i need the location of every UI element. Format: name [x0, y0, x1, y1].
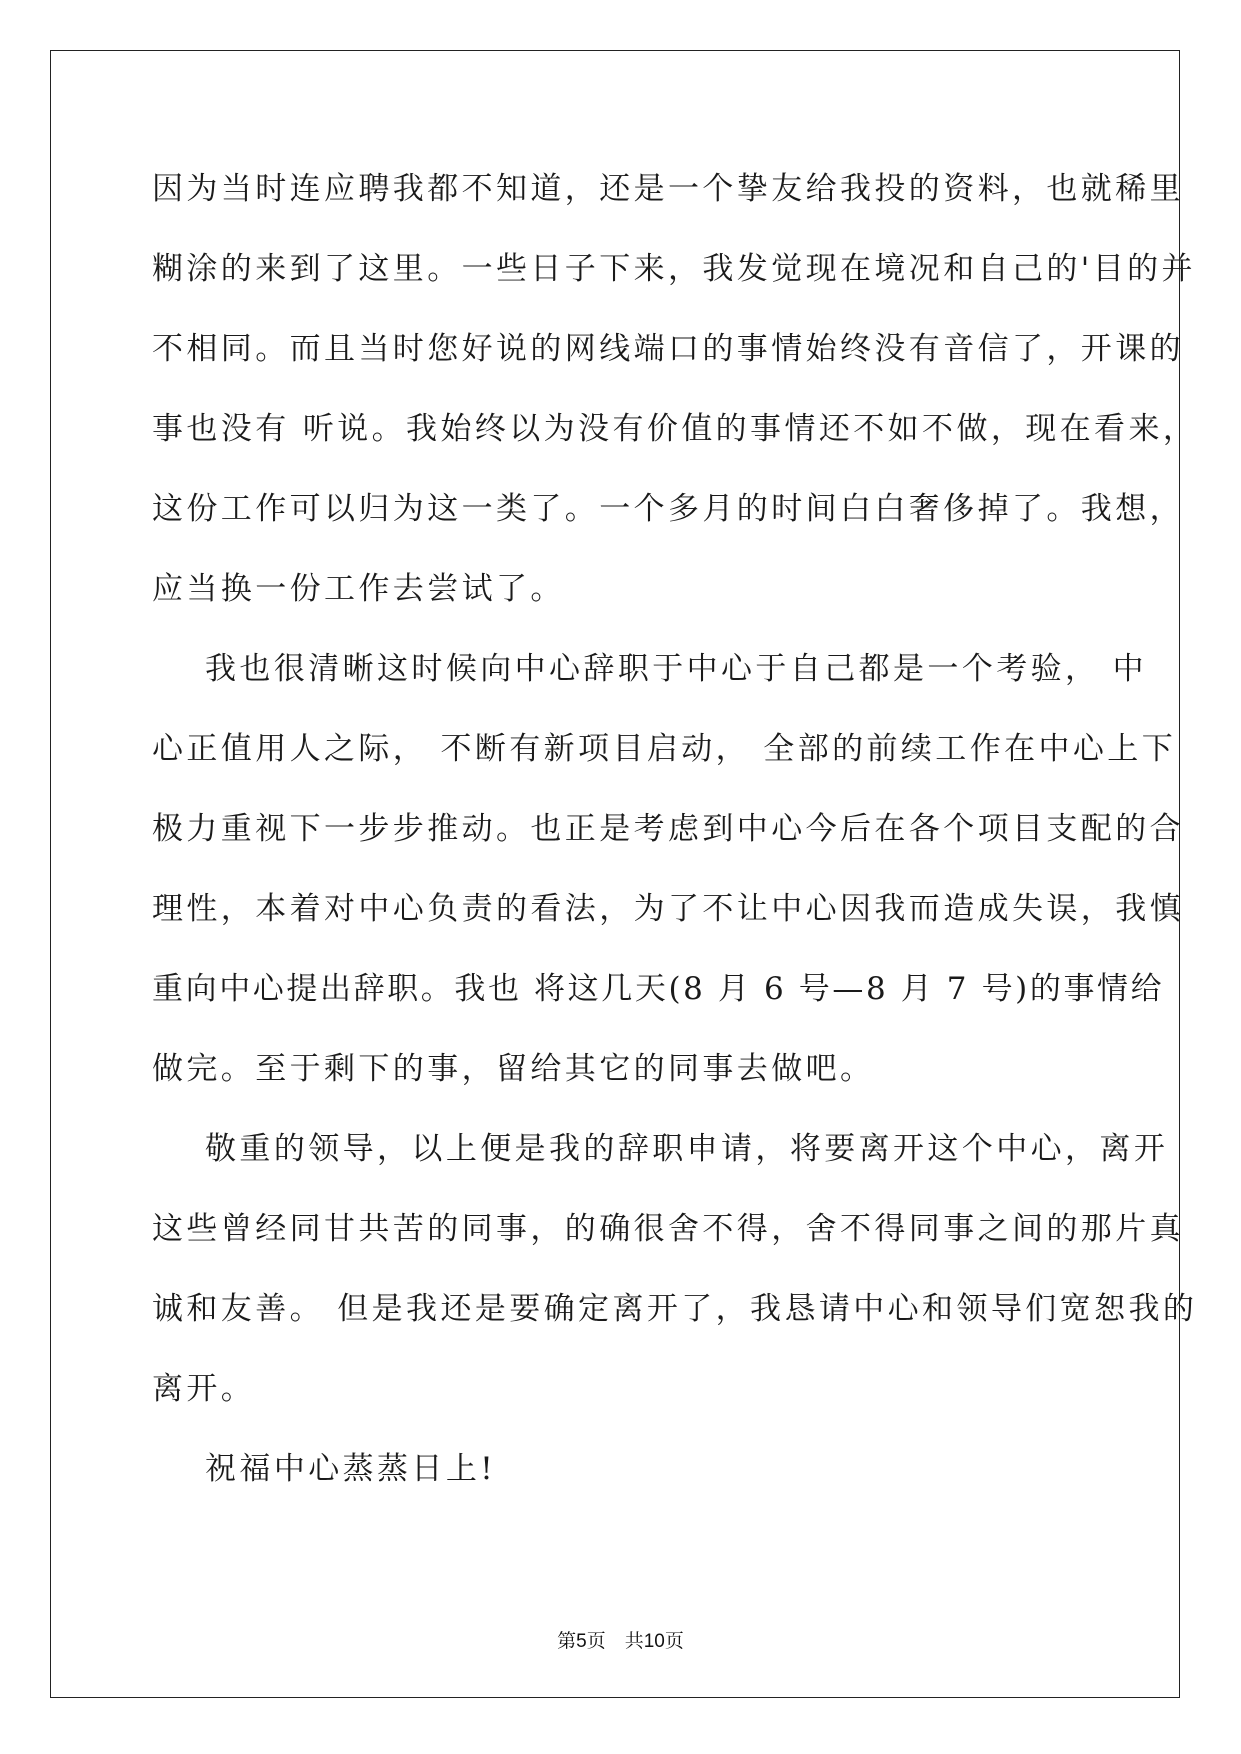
text-line: 应当换一份工作去尝试了。: [152, 571, 565, 607]
text-line: 敬重的领导，以上便是我的辞职申请，将要离开这个中心，离开: [152, 1131, 1169, 1167]
page-label-suffix: 页: [664, 1630, 684, 1652]
page-footer: [0, 1626, 1241, 1653]
page-label-prefix: 第: [557, 1630, 577, 1652]
text-line: 事也没有 听说。我始终以为没有价值的事情还不如不做，现在看来，: [152, 411, 1198, 447]
document-body: [152, 164, 1198, 1524]
text-line: 我也很清晰这时候向中心辞职于中心于自己都是一个考验， 中: [152, 651, 1148, 687]
text-line: 做完。至于剩下的事，留给其它的同事去做吧。: [152, 1051, 875, 1087]
text-line: 诚和友善。 但是我还是要确定离开了，我恳请中心和领导们宽恕我的: [152, 1291, 1198, 1327]
text-line: 心正值用人之际， 不断有新项目启动， 全部的前续工作在中心上下: [152, 731, 1177, 767]
text-line: 因为当时连应聘我都不知道，还是一个挚友给我投的资料，也就稀里: [152, 171, 1184, 207]
text-line: 祝福中心蒸蒸日上!: [152, 1451, 497, 1487]
text-line: 理性，本着对中心负责的看法，为了不让中心因我而造成失误，我慎: [152, 891, 1184, 927]
text-line: 重向中心提出辞职。我也 将这几天(8 月 6 号—8 月 7 号)的事情给: [152, 971, 1165, 1007]
text-line: 极力重视下一步步推动。也正是考虑到中心今后在各个项目支配的合: [152, 811, 1184, 847]
text-line: 不相同。而且当时您好说的网线端口的事情始终没有音信了，开课的: [152, 331, 1184, 367]
text-line: 这些曾经同甘共苦的同事，的确很舍不得，舍不得同事之间的那片真: [152, 1211, 1184, 1247]
page-label-mid: 页 共: [586, 1630, 644, 1652]
text-line: 离开。: [152, 1371, 256, 1407]
current-page-number: 5: [576, 1631, 587, 1652]
total-page-number: 10: [643, 1631, 665, 1652]
text-line: 这份工作可以归为这一类了。一个多月的时间白白奢侈掉了。我想，: [152, 491, 1184, 527]
text-line: 糊涂的来到了这里。一些日子下来，我发觉现在境况和自己的'目的并: [152, 251, 1196, 287]
